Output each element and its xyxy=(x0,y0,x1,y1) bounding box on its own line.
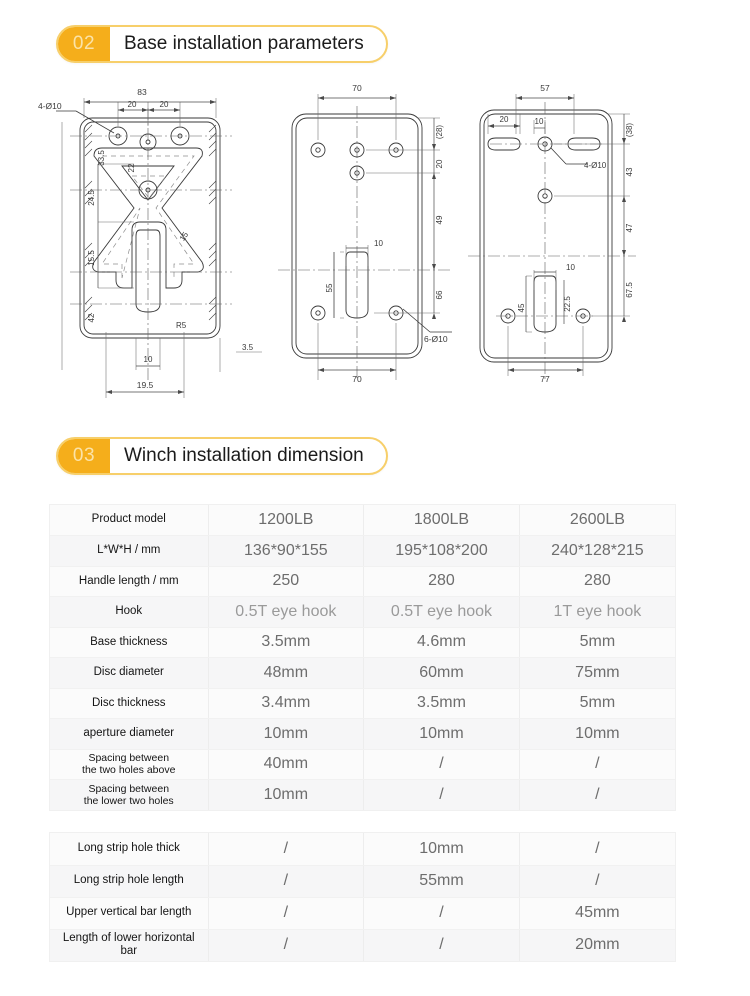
table_main-cell: 3.5mm xyxy=(208,627,364,658)
table_main-cell: / xyxy=(364,780,520,811)
section-header-02 xyxy=(56,25,388,63)
table_main-row-label: L*W*H / mm xyxy=(50,536,208,567)
table_extra-cell: 20mm xyxy=(519,929,675,961)
dim-10-lower: 10 xyxy=(566,263,575,272)
table_main-cell: 10mm xyxy=(364,719,520,750)
middle-drawing-svg xyxy=(274,80,470,405)
table-row xyxy=(50,505,675,536)
table-row xyxy=(50,688,675,719)
table_main-cell: 75mm xyxy=(519,658,675,689)
table_extra-cell: 45mm xyxy=(519,897,675,929)
drawing-base-plate-front-view xyxy=(36,80,268,410)
left-drawing-svg xyxy=(36,80,268,405)
table-row xyxy=(50,780,675,811)
dim-20: 20 xyxy=(435,159,444,169)
table-row xyxy=(50,833,675,865)
table_main-row-label: Base thickness xyxy=(50,627,208,658)
dim-43: 43 xyxy=(625,167,634,177)
table-row xyxy=(50,658,675,689)
table-row xyxy=(50,719,675,750)
technical-drawings-group xyxy=(36,80,716,410)
dim-70-top: 70 xyxy=(352,83,362,93)
table_main-cell: 40mm xyxy=(208,749,364,780)
table_main-cell: 195*108*200 xyxy=(364,536,520,567)
table_main-cell: 10mm xyxy=(208,719,364,750)
dim-15: 15 xyxy=(177,230,191,243)
table_main-cell: 3.5mm xyxy=(364,688,520,719)
table_main-row-label: Hook xyxy=(50,597,208,628)
table_main-row-label: Spacing between the two holes above xyxy=(50,749,208,780)
section-number-badge-03: 03 xyxy=(58,439,110,473)
dim-28: (28) xyxy=(435,124,444,140)
table_main-cell: / xyxy=(364,749,520,780)
dim-55: 55 xyxy=(325,283,334,293)
winch-extra-spec-table-body xyxy=(50,833,675,961)
table-row xyxy=(50,929,675,961)
table_main-cell: 60mm xyxy=(364,658,520,689)
dim-4-dia10-right: 4-Ø10 xyxy=(584,161,607,170)
table-row xyxy=(50,897,675,929)
dim-10: 10 xyxy=(143,355,153,364)
table_main-cell: 10mm xyxy=(519,719,675,750)
dim-22-5: 22.5 xyxy=(563,296,572,312)
table_extra-row-label: Upper vertical bar length xyxy=(50,897,208,929)
table_main-cell: 136*90*155 xyxy=(208,536,364,567)
table_main-row-label: Disc diameter xyxy=(50,658,208,689)
dim-22: 22 xyxy=(127,163,136,173)
dim-33-5: 33.5 xyxy=(97,150,106,166)
dim-57: 57 xyxy=(540,83,550,93)
dim-45: 45 xyxy=(517,303,526,313)
table_main-cell: 2600LB xyxy=(519,505,675,536)
table_extra-cell: / xyxy=(519,833,675,865)
dim-20-right: 20 xyxy=(499,115,509,124)
drawing-base-plate-2600lb-view xyxy=(466,80,666,410)
dim-20a: 20 xyxy=(127,100,137,109)
dim-R5: R5 xyxy=(176,321,187,330)
drawing-base-plate-1800lb-view xyxy=(274,80,470,410)
table_main-cell: 280 xyxy=(364,566,520,597)
right-drawing-svg xyxy=(466,80,666,405)
dim-10-slot: 10 xyxy=(374,239,383,248)
table_main-row-label: Handle length / mm xyxy=(50,566,208,597)
dim-49: 49 xyxy=(435,215,444,225)
table_extra-row-label: Long strip hole thick xyxy=(50,833,208,865)
table_extra-cell: 10mm xyxy=(364,833,520,865)
dim-77: 77 xyxy=(540,374,550,384)
table_main-cell: 4.6mm xyxy=(364,627,520,658)
table-row xyxy=(50,597,675,628)
winch-spec-table xyxy=(50,505,675,810)
dim-42: 42 xyxy=(87,313,96,323)
table_extra-row-label: Long strip hole length xyxy=(50,865,208,897)
table_main-row-label: aperture diameter xyxy=(50,719,208,750)
section-title-02: Base installation parameters xyxy=(124,33,364,54)
dim-15-5: 15.5 xyxy=(87,250,96,266)
table_main-cell: 5mm xyxy=(519,688,675,719)
winch-spec-table-body xyxy=(50,505,675,810)
table_main-cell: 10mm xyxy=(208,780,364,811)
table_extra-row-label: Length of lower horizontal bar xyxy=(50,929,208,961)
table_main-row-label: Disc thickness xyxy=(50,688,208,719)
table_main-cell: 3.4mm xyxy=(208,688,364,719)
table_main-cell: 280 xyxy=(519,566,675,597)
table-row xyxy=(50,865,675,897)
table_extra-cell: / xyxy=(208,929,364,961)
table_main-row-label: Spacing between the lower two holes xyxy=(50,780,208,811)
dim-38: (38) xyxy=(625,122,634,138)
dim-83: 83 xyxy=(137,87,147,97)
table_main-cell: 0.5T eye hook xyxy=(208,597,364,628)
table_main-cell: / xyxy=(519,780,675,811)
table_main-cell: 5mm xyxy=(519,627,675,658)
table-row xyxy=(50,536,675,567)
dim-10-upper: 10 xyxy=(534,117,544,126)
table_extra-cell: 55mm xyxy=(364,865,520,897)
table_main-cell: 240*128*215 xyxy=(519,536,675,567)
dim-70-bottom: 70 xyxy=(352,374,362,384)
dim-67-5: 67.5 xyxy=(625,282,634,298)
table-row xyxy=(50,627,675,658)
table_extra-cell: / xyxy=(208,897,364,929)
table_main-cell: 0.5T eye hook xyxy=(364,597,520,628)
dim-20b: 20 xyxy=(159,100,169,109)
table_extra-cell: / xyxy=(208,833,364,865)
table_main-row-label: Product model xyxy=(50,505,208,536)
dim-19-5: 19.5 xyxy=(136,380,154,390)
dim-47: 47 xyxy=(625,223,634,233)
winch-extra-spec-table xyxy=(50,833,675,961)
dim-24-5: 24.5 xyxy=(87,190,96,206)
table_extra-cell: / xyxy=(519,865,675,897)
table-row xyxy=(50,749,675,780)
dim-6-dia10: 6-Ø10 xyxy=(424,334,448,344)
table_extra-cell: / xyxy=(364,929,520,961)
table_extra-cell: / xyxy=(364,897,520,929)
table_extra-cell: / xyxy=(208,865,364,897)
table_main-cell: 1T eye hook xyxy=(519,597,675,628)
table_main-cell: 1200LB xyxy=(208,505,364,536)
dim-3-5: 3.5 xyxy=(242,343,254,352)
dim-66: 66 xyxy=(435,290,444,300)
table-row xyxy=(50,566,675,597)
table_main-cell: 250 xyxy=(208,566,364,597)
section-title-03: Winch installation dimension xyxy=(124,445,364,466)
table_main-cell: 48mm xyxy=(208,658,364,689)
dim-4-dia10: 4-Ø10 xyxy=(38,101,62,111)
table_main-cell: / xyxy=(519,749,675,780)
section-number-badge-02: 02 xyxy=(58,27,110,61)
section-header-03 xyxy=(56,437,388,475)
table_main-cell: 1800LB xyxy=(364,505,520,536)
